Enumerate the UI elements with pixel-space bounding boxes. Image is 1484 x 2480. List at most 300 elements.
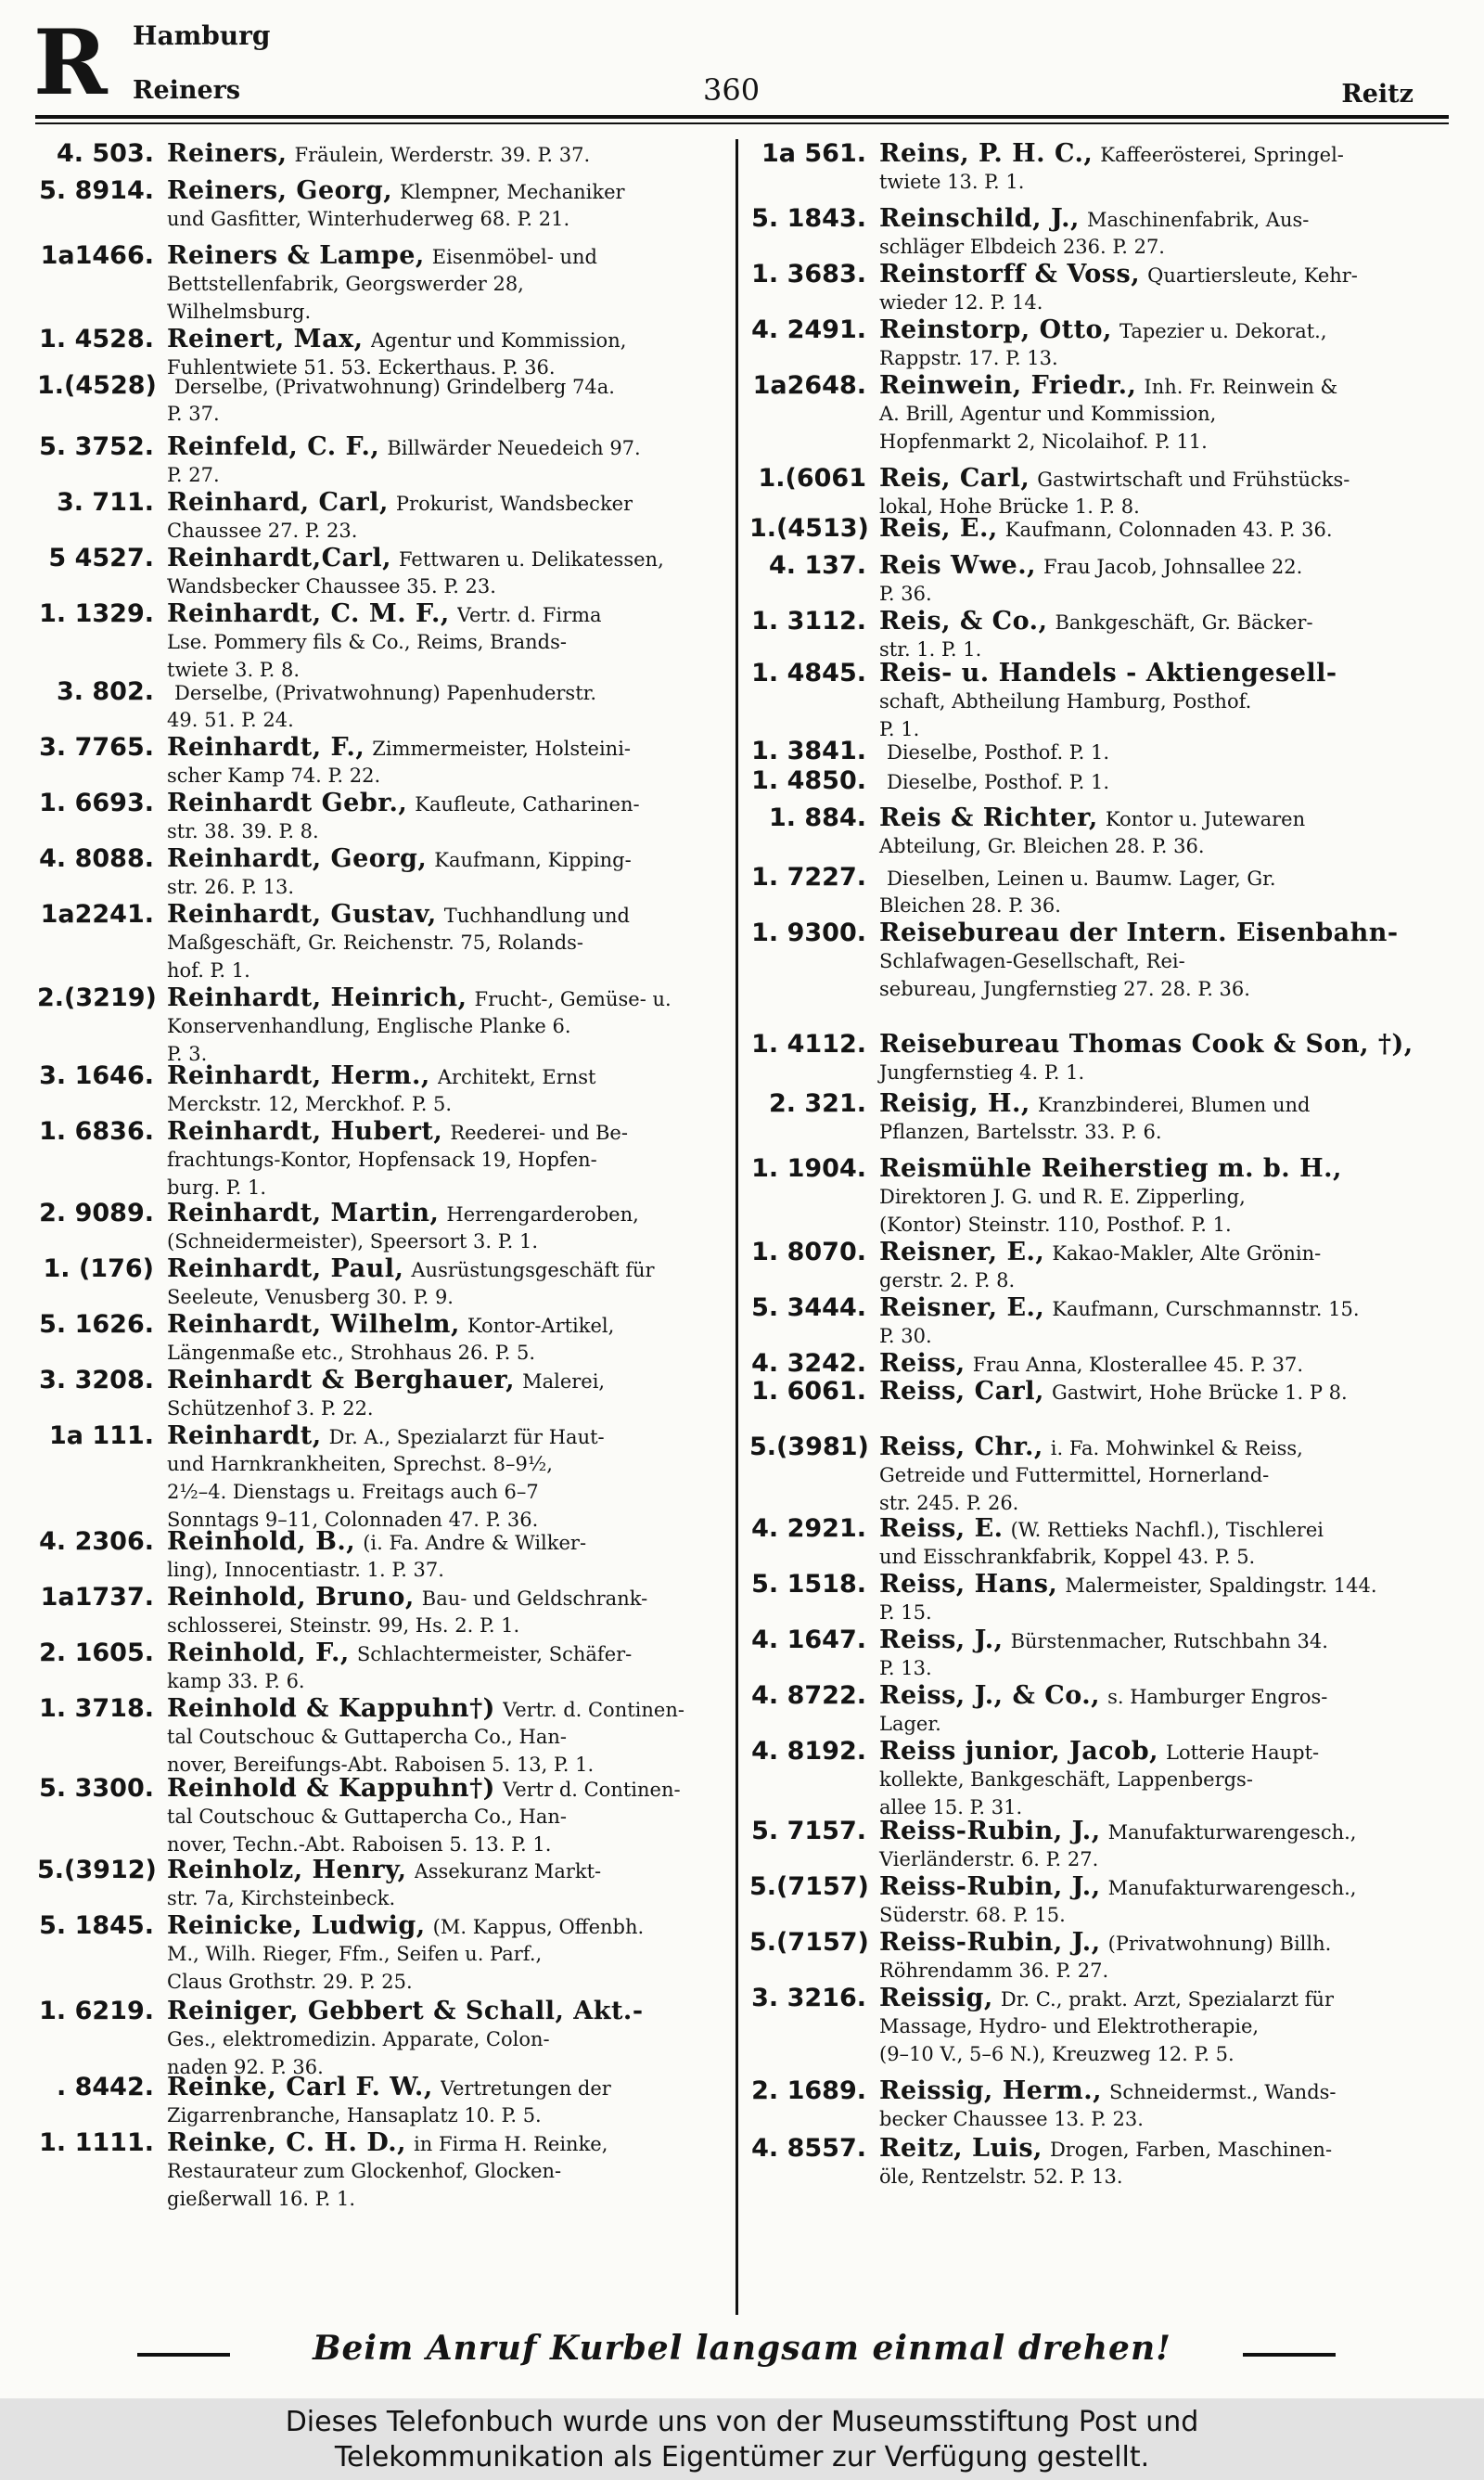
listing-entry (37, 1421, 714, 1534)
listing-continuation: (Schneidermeister), Speersort 3. P. 1. (167, 1230, 538, 1253)
phone-number: 2.(3219) (37, 983, 157, 1012)
city-heading: Hamburg (133, 20, 271, 51)
subscriber-name: Reis, & Co., (879, 607, 1048, 636)
listing-entry (37, 139, 714, 168)
subscriber-name: Reiss, Chr., (879, 1433, 1043, 1461)
listing-entry (37, 1254, 714, 1311)
subscriber-name: Reiss, J., (879, 1625, 1004, 1654)
listing-continuation: naden 92. P. 36. (167, 2056, 324, 2078)
phone-number: 1. 7227. (751, 863, 866, 892)
listing-continuation: P. 36. (879, 583, 932, 605)
subscriber-name: Reinhardt, Hubert, (167, 1117, 443, 1146)
subscriber-name: Reinhard, Carl, (167, 488, 389, 517)
subscriber-name: Reinhardt, Wilhelm, (167, 1310, 460, 1339)
listing-entry (37, 1061, 714, 1118)
listing-continuation: Lse. Pommery fils & Co., Reims, Brands- (167, 631, 567, 653)
listing-continuation: nover, Techn.-Abt. Raboisen 5. 13. P. 1. (167, 1833, 552, 1856)
listing-continuation: 2½–4. Dienstags u. Freitags auch 6–7 (167, 1481, 539, 1503)
listing-continuation: twiete 13. P. 1. (879, 171, 1025, 193)
subscriber-name: Reis- u. Handels - Aktiengesell- (879, 659, 1337, 687)
phone-number: 2. 321. (768, 1089, 866, 1118)
listing-continuation: lokal, Hohe Brücke 1. P. 8. (879, 495, 1140, 518)
subscriber-name: Reinhold, B., (167, 1527, 356, 1556)
listing-entry (749, 2076, 1425, 2133)
listing-entry (749, 803, 1425, 860)
listing-entry (37, 176, 714, 233)
phone-number: 2. 1689. (751, 2076, 866, 2105)
phone-number: 1. 4112. (751, 1030, 866, 1059)
phone-number: 1. 3112. (751, 607, 866, 636)
listing-description: Quartiersleute, Kehr- (1147, 264, 1358, 287)
phone-number: 1.(4528) (37, 371, 157, 400)
listing-description: Dr. A., Spezialarzt für Haut- (328, 1426, 605, 1448)
subscriber-name: Reiss, Hans, (879, 1570, 1058, 1599)
subscriber-name: Reinicke, Ludwig, (167, 1911, 426, 1940)
phone-number: 1. (176) (43, 1254, 154, 1283)
listing-description: Gastwirt, Hohe Brücke 1. P 8. (1051, 1381, 1348, 1404)
phone-number: 1.(4513) (749, 514, 869, 543)
subscriber-name: Reiss, Carl, (879, 1377, 1044, 1406)
listing-entry (37, 1856, 714, 1912)
listing-continuation: (Kontor) Steinstr. 110, Posthof. P. 1. (879, 1214, 1232, 1236)
phone-number: 4. 503. (56, 139, 154, 168)
listing-entry (749, 1984, 1425, 2068)
listing-description: Eisenmöbel- und (431, 246, 597, 268)
phone-number: 4. 137. (768, 551, 866, 580)
subscriber-name: Reiners, Georg, (167, 176, 393, 205)
phone-number: 3. 802. (56, 677, 154, 706)
listing-continuation: tal Coutschouc & Guttapercha Co., Han- (167, 1805, 567, 1828)
listing-continuation: Wilhelmsburg. (167, 301, 312, 323)
listing-entry (749, 2134, 1425, 2191)
subscriber-name: Reiss-Rubin, J., (879, 1928, 1101, 1957)
credit-line-1: Dieses Telefonbuch wurde uns von der Museumsstiftung Post und (285, 2406, 1199, 2438)
listing-continuation: Konservenhandlung, Englische Planke 6. (167, 1015, 571, 1037)
listing-entry (749, 919, 1425, 1003)
subscriber-name: Reinke, C. H. D., (167, 2128, 407, 2157)
listing-description: in Firma H. Reinke, (414, 2133, 608, 2155)
subscriber-name: Reiss-Rubin, J., (879, 1872, 1101, 1901)
listing-entry (749, 1349, 1425, 1378)
listing-description: Frau Anna, Klosterallee 45. P. 37. (972, 1354, 1304, 1376)
phone-number: 4. 1647. (751, 1625, 866, 1654)
listing-description: Kontor-Artikel, (467, 1315, 615, 1337)
listing-continuation: Süderstr. 68. P. 15. (879, 1904, 1066, 1926)
phone-number: 3. 3216. (751, 1984, 866, 2012)
listing-continuation: Ges., elektromedizin. Apparate, Colon- (167, 2028, 550, 2050)
listing-description: Kontor u. Jutewaren (1105, 808, 1306, 830)
listing-description: Manufakturwarengesch., (1107, 1877, 1357, 1899)
subscriber-name: Reiners & Lampe, (167, 241, 425, 270)
subscriber-name: Reinert, Max, (167, 325, 364, 353)
listing-entry (749, 659, 1425, 743)
listing-continuation: M., Wilh. Rieger, Ffm., Seifen u. Parf., (167, 1943, 543, 1965)
listing-entry (37, 1310, 714, 1367)
phone-number: 1a 561. (761, 139, 866, 168)
listing-entry (37, 1527, 714, 1584)
listing-description: Derselbe, (Privatwohnung) Grindelberg 74a. (174, 376, 615, 398)
listing-continuation: ling), Innocentiastr. 1. P. 37. (167, 1559, 444, 1581)
listing-entry (37, 789, 714, 845)
listing-continuation: und Eisschrankfabrik, Koppel 43. P. 5. (879, 1546, 1256, 1568)
listing-description: Dr. C., prakt. Arzt, Spezialarzt für (1000, 1988, 1334, 2011)
listing-entry (749, 464, 1425, 520)
listing-continuation: P. 30. (879, 1325, 932, 1347)
listing-description: Bürstenmacher, Rutschbahn 34. (1010, 1630, 1328, 1652)
listing-entry (37, 599, 714, 684)
subscriber-name: Reinhardt, Heinrich, (167, 983, 467, 1012)
phone-number: 1. 6836. (39, 1117, 154, 1146)
listing-entry (749, 1737, 1425, 1821)
listing-continuation: allee 15. P. 31. (879, 1796, 1023, 1818)
listing-continuation: Merckstr. 12, Merckhof. P. 5. (167, 1093, 453, 1115)
phone-number: 1.(6061 (758, 464, 866, 493)
listing-description: Vertr d. Continen- (502, 1779, 681, 1801)
phone-number: 1. 1111. (39, 2128, 154, 2157)
listing-description: Ausrüstungsgeschäft für (411, 1259, 655, 1281)
subscriber-name: Reiss, E. (879, 1514, 1004, 1543)
listing-entry (749, 1570, 1425, 1626)
listing-description: Maschinenfabrik, Aus- (1086, 209, 1310, 231)
subscriber-name: Reinhardt, C. M. F., (167, 599, 450, 628)
listing-continuation: Hopfenmarkt 2, Nicolaihof. P. 11. (879, 430, 1208, 453)
phone-number: 1. 6219. (39, 1997, 154, 2025)
subscriber-name: Reinhardt, Georg, (167, 844, 428, 873)
listing-continuation: frachtungs-Kontor, Hopfensack 19, Hopfen- (167, 1149, 597, 1171)
phone-number: 5.(7157) (749, 1928, 869, 1957)
credit-band (0, 2398, 1484, 2480)
listing-description: Tuchhandlung und (443, 905, 630, 927)
listing-entry (37, 1638, 714, 1695)
listing-continuation: Zigarrenbranche, Hansaplatz 10. P. 5. (167, 2104, 542, 2127)
listing-continuation: schlosserei, Steinstr. 99, Hs. 2. P. 1. (167, 1614, 520, 1637)
credit-line-2: Telekommunikation als Eigentümer zur Verfügung gestellt. (334, 2441, 1150, 2474)
listing-continuation: Längenmaße etc., Strohhaus 26. P. 5. (167, 1342, 535, 1364)
subscriber-name: Reinhold & Kappuhn†) (167, 1774, 495, 1803)
subscriber-name: Reinfeld, C. F., (167, 432, 380, 461)
section-letter: R (33, 10, 106, 115)
subscriber-name: Reinstorp, Otto, (879, 315, 1112, 344)
listing-continuation: P. 27. (167, 464, 220, 486)
subscriber-name: Reinstorff & Voss, (879, 260, 1141, 289)
listing-continuation: P. 15. (879, 1601, 932, 1624)
subscriber-name: Reis, Carl, (879, 464, 1030, 493)
listing-description: Bau- und Geldschrank- (421, 1587, 648, 1610)
phone-number: 5. 1845. (39, 1911, 154, 1940)
subscriber-name: Reins, P. H. C., (879, 139, 1094, 168)
listing-entry (749, 766, 1425, 795)
listing-entry (37, 677, 714, 734)
subscriber-name: Reinhold, F., (167, 1638, 350, 1667)
listing-entry (37, 733, 714, 790)
listing-continuation: str. 7a, Kirchsteinbeck. (167, 1887, 396, 1909)
listing-entry (37, 983, 714, 1068)
listing-description: Malermeister, Spaldingstr. 144. (1065, 1574, 1377, 1597)
phone-number: 1. 4845. (751, 659, 866, 687)
listing-continuation: str. 38. 39. P. 8. (167, 820, 319, 842)
subscriber-name: Reinke, Carl F. W., (167, 2073, 433, 2101)
listing-entry (37, 844, 714, 901)
listing-continuation: Sonntags 9–11, Colonnaden 47. P. 36. (167, 1509, 539, 1531)
listing-entry (749, 204, 1425, 261)
listing-continuation: Chaussee 27. P. 23. (167, 520, 358, 542)
subscriber-name: Reisner, E., (879, 1293, 1045, 1322)
listing-entry (37, 1997, 714, 2081)
listing-description: i. Fa. Mohwinkel & Reiss, (1050, 1437, 1303, 1459)
listing-description: Kaufmann, Colonnaden 43. P. 36. (1004, 519, 1333, 541)
listing-entry (37, 2073, 714, 2129)
phone-number: 1. 1904. (751, 1154, 866, 1183)
listing-entry (37, 432, 714, 489)
subscriber-name: Reinschild, J., (879, 204, 1080, 233)
listing-description: Reederei- und Be- (450, 1122, 628, 1144)
listing-continuation: str. 1. P. 1. (879, 638, 982, 661)
listing-continuation: Massage, Hydro- und Elektrotherapie, (879, 2015, 1260, 2037)
phone-number: 4. 8088. (39, 844, 154, 873)
listing-continuation: Rappstr. 17. P. 13. (879, 347, 1058, 369)
phone-number: 5.(7157) (749, 1872, 869, 1901)
listing-continuation: Schützenhof 3. P. 22. (167, 1397, 374, 1420)
subscriber-name: Reisebureau Thomas Cook & Son, †), (879, 1030, 1414, 1059)
listing-continuation: becker Chaussee 13. P. 23. (879, 2108, 1144, 2130)
header-rule (35, 115, 1449, 119)
listing-entry (37, 371, 714, 428)
listing-continuation: tal Coutschouc & Guttapercha Co., Han- (167, 1726, 567, 1748)
listing-description: Kaufmann, Kipping- (434, 849, 632, 871)
listing-continuation: A. Brill, Agentur und Kommission, (879, 403, 1217, 425)
listing-continuation: und Harnkrankheiten, Sprechst. 8–9½, (167, 1453, 553, 1475)
listing-entry (749, 737, 1425, 765)
listing-continuation: P. 1. (879, 718, 920, 740)
page-number: 360 (703, 72, 761, 108)
listing-description: Vertr. d. Continen- (502, 1699, 684, 1721)
listing-continuation: und Gasfitter, Winterhuderweg 68. P. 21. (167, 208, 570, 230)
listing-continuation: Maßgeschäft, Gr. Reichenstr. 75, Rolands- (167, 932, 584, 954)
listing-description: Schlachtermeister, Schäfer- (356, 1643, 633, 1665)
listing-entry (749, 260, 1425, 316)
listing-entry (37, 1366, 714, 1422)
listing-continuation: Direktoren J. G. und R. E. Zipperling, (879, 1186, 1246, 1208)
listing-entry (37, 900, 714, 984)
subscriber-name: Reis, E., (879, 514, 998, 543)
listing-entry (749, 514, 1425, 543)
listing-continuation: öle, Rentzelstr. 52. P. 13. (879, 2165, 1123, 2188)
listing-continuation: str. 245. P. 26. (879, 1492, 1019, 1514)
phone-number: 5.(3912) (37, 1856, 157, 1884)
listing-description: Drogen, Farben, Maschinen- (1049, 2139, 1333, 2161)
listing-description: Fettwaren u. Delikatessen, (398, 548, 664, 571)
phone-number: . 8442. (56, 2073, 154, 2101)
listing-description: Kakao-Makler, Alte Grönin- (1052, 1242, 1322, 1265)
listing-description: Zimmermeister, Holsteini- (372, 738, 632, 760)
listing-description: s. Hamburger Engros- (1107, 1686, 1328, 1708)
phone-number: 5. 3300. (39, 1774, 154, 1803)
phone-number: 1a1466. (40, 241, 154, 270)
listing-entry (37, 1199, 714, 1255)
listing-entry (749, 1377, 1425, 1406)
listing-description: Tapezier u. Dekorat., (1119, 320, 1327, 342)
listing-entry (749, 139, 1425, 196)
listing-continuation: wieder 12. P. 14. (879, 291, 1043, 314)
subscriber-name: Reitz, Luis, (879, 2134, 1043, 2163)
listing-entry (749, 1625, 1425, 1682)
subscriber-name: Reinhardt Gebr., (167, 789, 408, 817)
listing-description: Kaufmann, Curschmannstr. 15. (1052, 1298, 1360, 1320)
subscriber-name: Reiss, (879, 1349, 966, 1378)
phone-number: 1. 6061. (751, 1377, 866, 1406)
phone-number: 5. 3444. (751, 1293, 866, 1322)
phone-number: 2. 1605. (39, 1638, 154, 1667)
subscriber-name: Reiss, J., & Co., (879, 1681, 1101, 1710)
listing-continuation: Abteilung, Gr. Bleichen 28. P. 36. (879, 835, 1205, 857)
listing-continuation: gießerwall 16. P. 1. (167, 2188, 356, 2210)
listing-continuation: Jungfernstieg 4. P. 1. (879, 1061, 1085, 1084)
phone-number: 1. 884. (768, 803, 866, 832)
listing-entry (37, 241, 714, 326)
subscriber-name: Reinhold, Bruno, (167, 1583, 415, 1612)
listing-entry (37, 544, 714, 600)
listing-description: Kaffeerösterei, Springel- (1100, 144, 1344, 166)
listing-entry (37, 1694, 714, 1779)
footer-slogan: Beim Anruf Kurbel langsam einmal drehen! (313, 2329, 1171, 2368)
phone-number: 3. 7765. (39, 733, 154, 762)
listing-entry (749, 1293, 1425, 1350)
listing-entry (749, 1154, 1425, 1239)
listing-description: Manufakturwarengesch., (1107, 1821, 1357, 1844)
listing-entry (749, 1928, 1425, 1985)
listing-description: Vertr. d. Firma (456, 604, 602, 626)
phone-number: 1a1737. (40, 1583, 154, 1612)
phone-number: 3. 711. (56, 488, 154, 517)
listing-entry (37, 1911, 714, 1996)
listing-continuation: 49. 51. P. 24. (167, 709, 294, 731)
phone-number: 5. 1518. (751, 1570, 866, 1599)
listing-description: Dieselben, Leinen u. Baumw. Lager, Gr. (887, 867, 1276, 890)
listing-entry (37, 1774, 714, 1858)
listing-continuation: gerstr. 2. P. 8. (879, 1269, 1016, 1291)
phone-number: 1. 3718. (39, 1694, 154, 1723)
subscriber-name: Reinholz, Henry, (167, 1856, 407, 1884)
listing-description: Agentur und Kommission, (370, 329, 627, 352)
listing-continuation: Getreide und Futtermittel, Hornerland- (879, 1464, 1270, 1486)
listing-continuation: kollekte, Bankgeschäft, Lappenbergs- (879, 1768, 1253, 1791)
slogan-dash-right (1243, 2353, 1336, 2357)
listing-description: Prokurist, Wandsbecker (395, 493, 633, 515)
subscriber-name: Reiss junior, Jacob, (879, 1737, 1159, 1766)
subscriber-name: Reiners, (167, 139, 288, 168)
listing-continuation: Bettstellenfabrik, Georgswerder 28, (167, 273, 524, 295)
listing-description: (i. Fa. Andre & Wilker- (363, 1532, 587, 1554)
subscriber-name: Reinhardt, (167, 1421, 322, 1450)
phone-number: 5.(3981) (749, 1433, 869, 1461)
subscriber-name: Reiss-Rubin, J., (879, 1817, 1101, 1845)
listing-entry (37, 488, 714, 545)
phone-number: 5. 7157. (751, 1817, 866, 1845)
listing-description: Dieselbe, Posthof. P. 1. (887, 771, 1110, 793)
listing-continuation: burg. P. 1. (167, 1176, 267, 1199)
listing-entry (749, 1514, 1425, 1571)
last-name-guide: Reitz (1341, 80, 1414, 109)
first-name-guide: Reiners (133, 76, 241, 105)
listing-continuation: Vierländerstr. 6. P. 27. (879, 1848, 1099, 1870)
listing-continuation: Fuhlentwiete 51. 53. Eckerthaus. P. 36. (167, 356, 556, 379)
listing-continuation: Pflanzen, Bartelsstr. 33. P. 6. (879, 1121, 1162, 1143)
subscriber-name: Reissig, (879, 1984, 993, 2012)
phone-number: 1. 4850. (751, 766, 866, 795)
subscriber-name: Reinwein, Friedr., (879, 371, 1137, 400)
phone-number: 1. 6693. (39, 789, 154, 817)
subscriber-name: Reinhardt,Carl, (167, 544, 391, 572)
listing-entry (749, 1681, 1425, 1738)
subscriber-name: Reinhardt, Martin, (167, 1199, 440, 1227)
listing-continuation: Lager. (879, 1713, 941, 1735)
subscriber-name: Reis Wwe., (879, 551, 1037, 580)
column-divider (736, 139, 738, 2315)
listing-entry (749, 315, 1425, 372)
listing-continuation: scher Kamp 74. P. 22. (167, 765, 381, 787)
listing-continuation: (9–10 V., 5–6 N.), Kreuzweg 12. P. 5. (879, 2043, 1235, 2065)
listing-continuation: kamp 33. P. 6. (167, 1670, 305, 1692)
listing-description: Kaufleute, Catharinen- (415, 793, 640, 816)
listing-continuation: str. 26. P. 13. (167, 876, 294, 898)
subscriber-name: Reinhardt, Paul, (167, 1254, 404, 1283)
listing-continuation: twiete 3. P. 8. (167, 659, 301, 681)
subscriber-name: Reisner, E., (879, 1238, 1045, 1266)
listing-description: Assekuranz Markt- (414, 1860, 602, 1882)
listing-continuation: Wandsbecker Chaussee 35. P. 23. (167, 575, 496, 598)
listing-entry (749, 1872, 1425, 1929)
phone-number: 4. 2306. (39, 1527, 154, 1556)
phone-number: 1a 111. (48, 1421, 154, 1450)
phone-number: 1. 1329. (39, 599, 154, 628)
phone-number: 1. 4528. (39, 325, 154, 353)
listing-description: Klempner, Mechaniker (400, 181, 625, 203)
phone-number: 5. 3752. (39, 432, 154, 461)
listing-continuation: P. 37. (167, 403, 220, 425)
subscriber-name: Reisebureau der Intern. Eisenbahn- (879, 919, 1399, 947)
subscriber-name: Reinhardt, F., (167, 733, 365, 762)
phone-number: 4. 8557. (751, 2134, 866, 2163)
listing-description: (M. Kappus, Offenbh. (432, 1916, 645, 1938)
listing-description: Frucht-, Gemüse- u. (474, 988, 672, 1010)
listing-continuation: schläger Elbdeich 236. P. 27. (879, 236, 1165, 258)
phone-number: 5. 1626. (39, 1310, 154, 1339)
subscriber-name: Reiniger, Gebbert & Schall, Akt.- (167, 1997, 644, 2025)
listing-description: Fräulein, Werderstr. 39. P. 37. (294, 144, 591, 166)
listing-continuation: Bleichen 28. P. 36. (879, 894, 1061, 917)
listing-continuation: Seeleute, Venusberg 30. P. 9. (167, 1286, 454, 1308)
subscriber-name: Reis & Richter, (879, 803, 1098, 832)
listing-description: Derselbe, (Privatwohnung) Papenhuderstr. (174, 682, 597, 704)
listing-description: Vertretungen der (440, 2077, 611, 2100)
phone-number: 4. 8192. (751, 1737, 866, 1766)
listing-entry (749, 1030, 1425, 1086)
listing-continuation: P. 13. (879, 1657, 932, 1679)
subscriber-name: Reissig, Herm., (879, 2076, 1102, 2105)
subscriber-name: Reinhold & Kappuhn†) (167, 1694, 495, 1723)
listing-description: Herrengarderoben, (446, 1203, 639, 1226)
subscriber-name: Reismühle Reiherstieg m. b. H., (879, 1154, 1342, 1183)
listing-description: Inh. Fr. Reinwein & (1144, 376, 1338, 398)
phone-number: 2. 9089. (39, 1199, 154, 1227)
phone-number: 3. 1646. (39, 1061, 154, 1090)
subscriber-name: Reisig, H., (879, 1089, 1030, 1118)
header-rule-thin (35, 122, 1449, 124)
listing-continuation: Restaurateur zum Glockenhof, Glocken- (167, 2160, 562, 2182)
listing-continuation: sebureau, Jungfernstieg 27. 28. P. 36. (879, 978, 1250, 1000)
phone-number: 1a2648. (752, 371, 866, 400)
listing-continuation: Claus Grothstr. 29. P. 25. (167, 1971, 413, 1993)
